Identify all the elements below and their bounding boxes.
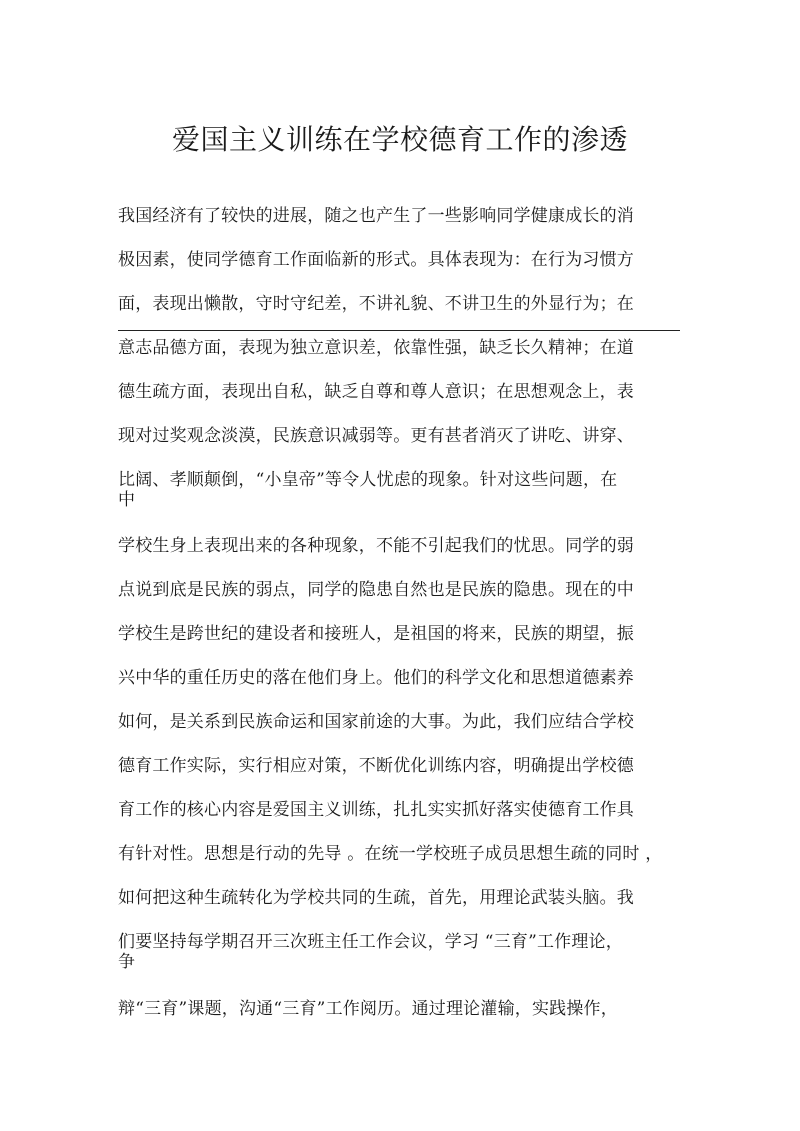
document-title: 爱国主义训练在学校德育工作的渗透: [171, 123, 628, 156]
paragraph-line: 如何把这种生疏转化为学校共同的生疏，首先，用理论武装头脑。我: [118, 888, 634, 908]
paragraph-line: 现对过奖观念淡漠，民族意识减弱等。更有甚者消灭了讲吃、讲穿、: [118, 426, 634, 446]
paragraph-line: 有针对性。思想是行动的先导 。在统一学校班子成员思想生疏的同时 ，: [118, 844, 663, 864]
paragraph-line: 学校生身上表现出来的各种现象，不能不引起我们的忧思。同学的弱: [118, 536, 634, 556]
paragraph-line: 争: [118, 952, 136, 972]
paragraph-line: 我国经济有了较快的进展，随之也产生了一些影响同学健康成长的消: [118, 206, 634, 226]
paragraph-line: 点说到底是民族的弱点，同学的隐患自然也是民族的隐患。现在的中: [118, 580, 634, 600]
paragraph-line: 如何，是关系到民族命运和国家前途的大事。为此，我们应结合学校: [118, 712, 634, 732]
paragraph-line: 们要坚持每学期召开三次班主任工作会议，学习 “三育”工作理论，: [118, 932, 623, 952]
paragraph-line: 极因素，使同学德育工作面临新的形式。具体表现为：在行为习惯方: [118, 250, 634, 270]
paragraph-line: 意志品德方面，表现为独立意识差，依靠性强，缺乏长久精神；在道: [118, 338, 634, 358]
paragraph-line: 育工作的核心内容是爱国主义训练，扎扎实实抓好落实使德育工作具: [118, 800, 634, 820]
paragraph-line: 德育工作实际，实行相应对策，不断优化训练内容，明确提出学校德: [118, 756, 634, 776]
paragraph-line: 学校生是跨世纪的建设者和接班人，是祖国的将来，民族的期望，振: [118, 624, 634, 644]
paragraph-line: 兴中华的重任历史的落在他们身上。他们的科学文化和思想道德素养: [118, 668, 634, 688]
paragraph-line: 德生疏方面，表现出自私，缺乏自尊和尊人意识；在思想观念上，表: [118, 382, 634, 402]
paragraph-line: 比阔、孝顺颠倒，“小皇帝”等令人忧虑的现象。针对这些问题，在: [118, 470, 618, 490]
paragraph-line: 面，表现出懒散，守时守纪差，不讲礼貌、不讲卫生的外显行为；在: [118, 294, 634, 314]
horizontal-rule: [118, 330, 680, 331]
paragraph-line: 中: [118, 490, 136, 510]
paragraph-line: 辩“三育”课题，沟通“三育”工作阅历。通过理论灌输，实践操作，: [118, 999, 618, 1019]
